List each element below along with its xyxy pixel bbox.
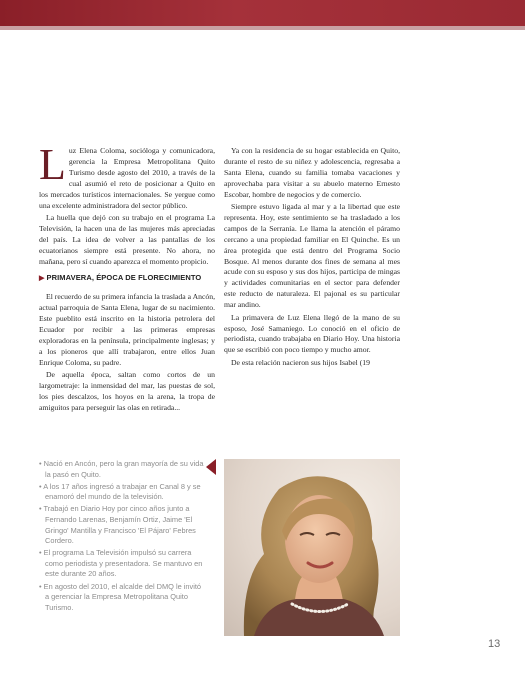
page-number: 13 (488, 638, 501, 650)
fact-item: • En agosto del 2010, el alcalde del DMQ le invitó a gerenciar la Empresa Metropolitana Quito Turismo. (39, 582, 205, 614)
facts-sidebar (39, 459, 205, 615)
portrait-photo (224, 459, 400, 636)
paragraph: Ya con la residencia de su hogar establecida en Quito, durante el resto de su niñez y adolescencia, regresaba a Santa Elena, cuando su familia tomaba vacaciones y aprovechaba para visitar a su abuelo materno Ernesto Escobar, hombre de negocios y de comercio. (224, 146, 400, 199)
paragraph: De aquella época, saltan como cortos de un largometraje: la inmensidad del mar, las puestas de sol, los pies descalzos, los hoyos en la arena, la tropa de amiguitos para perseguir las olas en retirada... (39, 370, 215, 412)
article-column-left (39, 140, 215, 415)
section-subheading: ▶ PRIMAVERA, ÉPOCA DE FLORECIMIENTO (39, 273, 202, 283)
fact-item: • Nació en Ancón, pero la gran mayoría de su vida la pasó en Quito. (39, 459, 205, 480)
fact-item: • El programa La Televisión impulsó su carrera como periodista y presentadora. Se mantuvo en este durante 20 años. (39, 548, 205, 580)
fact-item: • Trabajó en Diario Hoy por cinco años junto a Fernando Larenas, Benjamín Ortiz, Jaime 'El Gringo' Mantilla y Francisco 'El Pájaro' Febres Cordero. (39, 504, 205, 546)
intro-paragraph: Luz Elena Coloma, socióloga y comunicadora, gerencia la Empresa Metropolitana Quito Turismo desde agosto del 2010, a través de la cual asumió el reto de posicionar a Quito en los mercados turísticos internacionales. Se yergue como una excelente administradora del sector público. (39, 140, 215, 210)
article-column-right (224, 146, 400, 370)
paragraph: La huella que dejó con su trabajo en el programa La Televisión, la hacen una de las mujeres más apreciadas del país. La idea de volver a las pantallas de los ecuatorianos siempre está presente. No ahora, no mañana, pero sí cuando aparezca el momento propicio. (39, 212, 215, 266)
header-band (0, 0, 525, 30)
paragraph: De esta relación nacieron sus hijos Isabel (19 (231, 357, 370, 367)
pointer-triangle-icon (206, 459, 216, 475)
triangle-bullet-icon: ▶ (39, 275, 45, 283)
fact-item: • A los 17 años ingresó a trabajar en Canal 8 y se enamoró del mundo de la televisión. (39, 482, 205, 503)
portrait-illustration (224, 459, 400, 636)
paragraph: La primavera de Luz Elena llegó de la mano de su esposo, José Samaniego. Lo conoció en el oficio de periodista, cuando trabajaba en Diario Hoy. Una historia que se escribió con poco tiempo y mucho amor. (224, 312, 400, 355)
paragraph: El recuerdo de su primera infancia la traslada a Ancón, actual parroquia de Santa Elena, lugar de su nacimiento. Este pueblito está inscrito en la historia petrolera del Ecuador por recibir a las primeras empresas exploradoras en la península, principalmente inglesas; y a los pioneros que allí trabajaron, entre ellos Juan Enrique Coloma, su padre. (39, 292, 215, 367)
drop-cap: L (39, 140, 66, 189)
paragraph: Siempre estuvo ligada al mar y a la libertad que este representa. Hoy, este sentimiento se ha trasladado a los campos de la Serranía. Le llama la atención el páramo cercano a una propiedad familiar en El Quinche. Es un área protegida que está dentro del Programa Socio Bosque. Al menos durante dos fines de semana al mes acude con su esposo y sus dos hijos, participa de mingas y actividades comunitarias en el sector para defender este reducto de naturaleza. El pajonal es su particular mar andino. (224, 202, 400, 310)
